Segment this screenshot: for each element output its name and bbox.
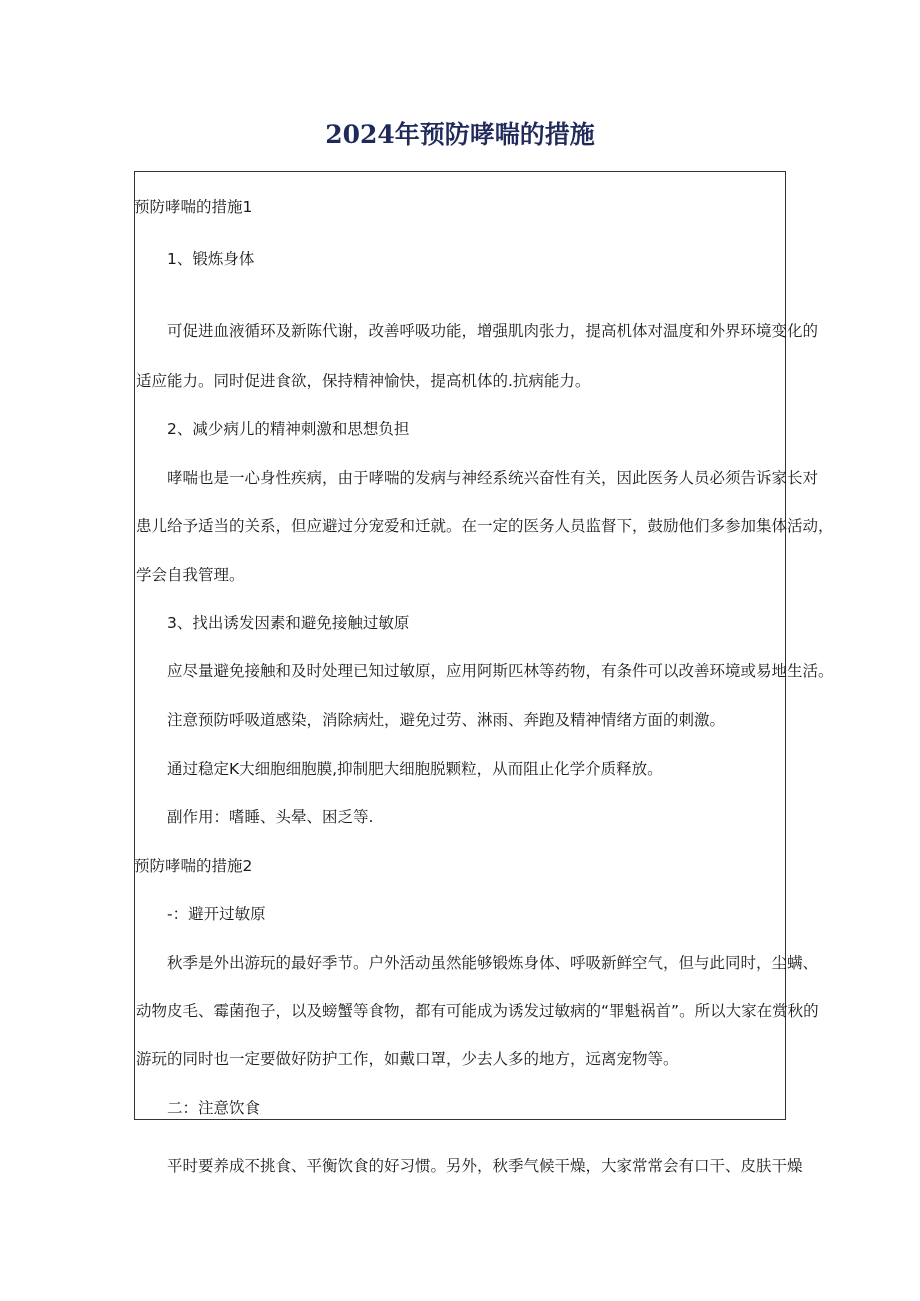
paragraph-line: 注意预防呼吸道感染，消除病灶，避免过劳、淋雨、奔跑及精神情绪方面的刺激。 bbox=[167, 711, 726, 729]
paragraph-line: 游玩的同时也一定要做好防护工作，如戴口罩，少去人多的地方，远离宠物等。 bbox=[136, 1050, 679, 1068]
paragraph-line: 学会自我管理。 bbox=[136, 566, 245, 584]
section-heading-2: 预防哮喘的措施2 bbox=[134, 857, 253, 875]
paragraph-line: 动物皮毛、霉菌孢子，以及螃蟹等食物，都有可能成为诱发过敏病的“罪魁祸首”。所以大家在赏秋的 bbox=[136, 1002, 819, 1020]
list-item-reduce-stress: 2、减少病儿的精神刺激和思想负担 bbox=[167, 420, 410, 438]
paragraph-line: 可促进血液循环及新陈代谢，改善呼吸功能，增强肌肉张力，提高机体对温度和外界环境变化的 bbox=[167, 322, 819, 340]
list-item-avoid-allergens: -：避开过敏原 bbox=[167, 905, 266, 923]
paragraph-line: 患儿给予适当的关系，但应避过分宠爱和迁就。在一定的医务人员监督下，鼓励他们多参加集体活动， bbox=[136, 517, 834, 535]
document-title: 2024年预防哮喘的措施 bbox=[325, 120, 595, 149]
paragraph-line: 副作用：嗜睡、头晕、困乏等. bbox=[167, 808, 374, 826]
paragraph-line: 应尽量避免接触和及时处理已知过敏原，应用阿斯匹林等药物，有条件可以改善环境或易地生活。 bbox=[167, 662, 834, 680]
paragraph-line: 平时要养成不挑食、平衡饮食的好习惯。另外，秋季气候干燥，大家常常会有口干、皮肤干燥 bbox=[167, 1157, 803, 1175]
section-heading-1: 预防哮喘的措施1 bbox=[134, 198, 253, 216]
list-item-allergen-avoidance: 3、找出诱发因素和避免接触过敏原 bbox=[167, 614, 410, 632]
list-item-diet: 二：注意饮食 bbox=[167, 1099, 261, 1117]
paragraph-line: 通过稳定K大细胞细胞膜,抑制肥大细胞脱颗粒，从而阻止化学介质释放。 bbox=[167, 760, 663, 778]
content-frame bbox=[134, 171, 834, 1120]
paragraph-line: 适应能力。同时促进食欲，保持精神愉快，提高机体的.抗病能力。 bbox=[136, 372, 591, 390]
list-item-exercise: 1、锻炼身体 bbox=[167, 250, 255, 268]
paragraph-line: 秋季是外出游玩的最好季节。户外活动虽然能够锻炼身体、呼吸新鲜空气，但与此同时，尘螨、 bbox=[167, 954, 819, 972]
paragraph-line: 哮喘也是一心身性疾病，由于哮喘的发病与神经系统兴奋性有关，因此医务人员必须告诉家长对 bbox=[167, 469, 819, 487]
